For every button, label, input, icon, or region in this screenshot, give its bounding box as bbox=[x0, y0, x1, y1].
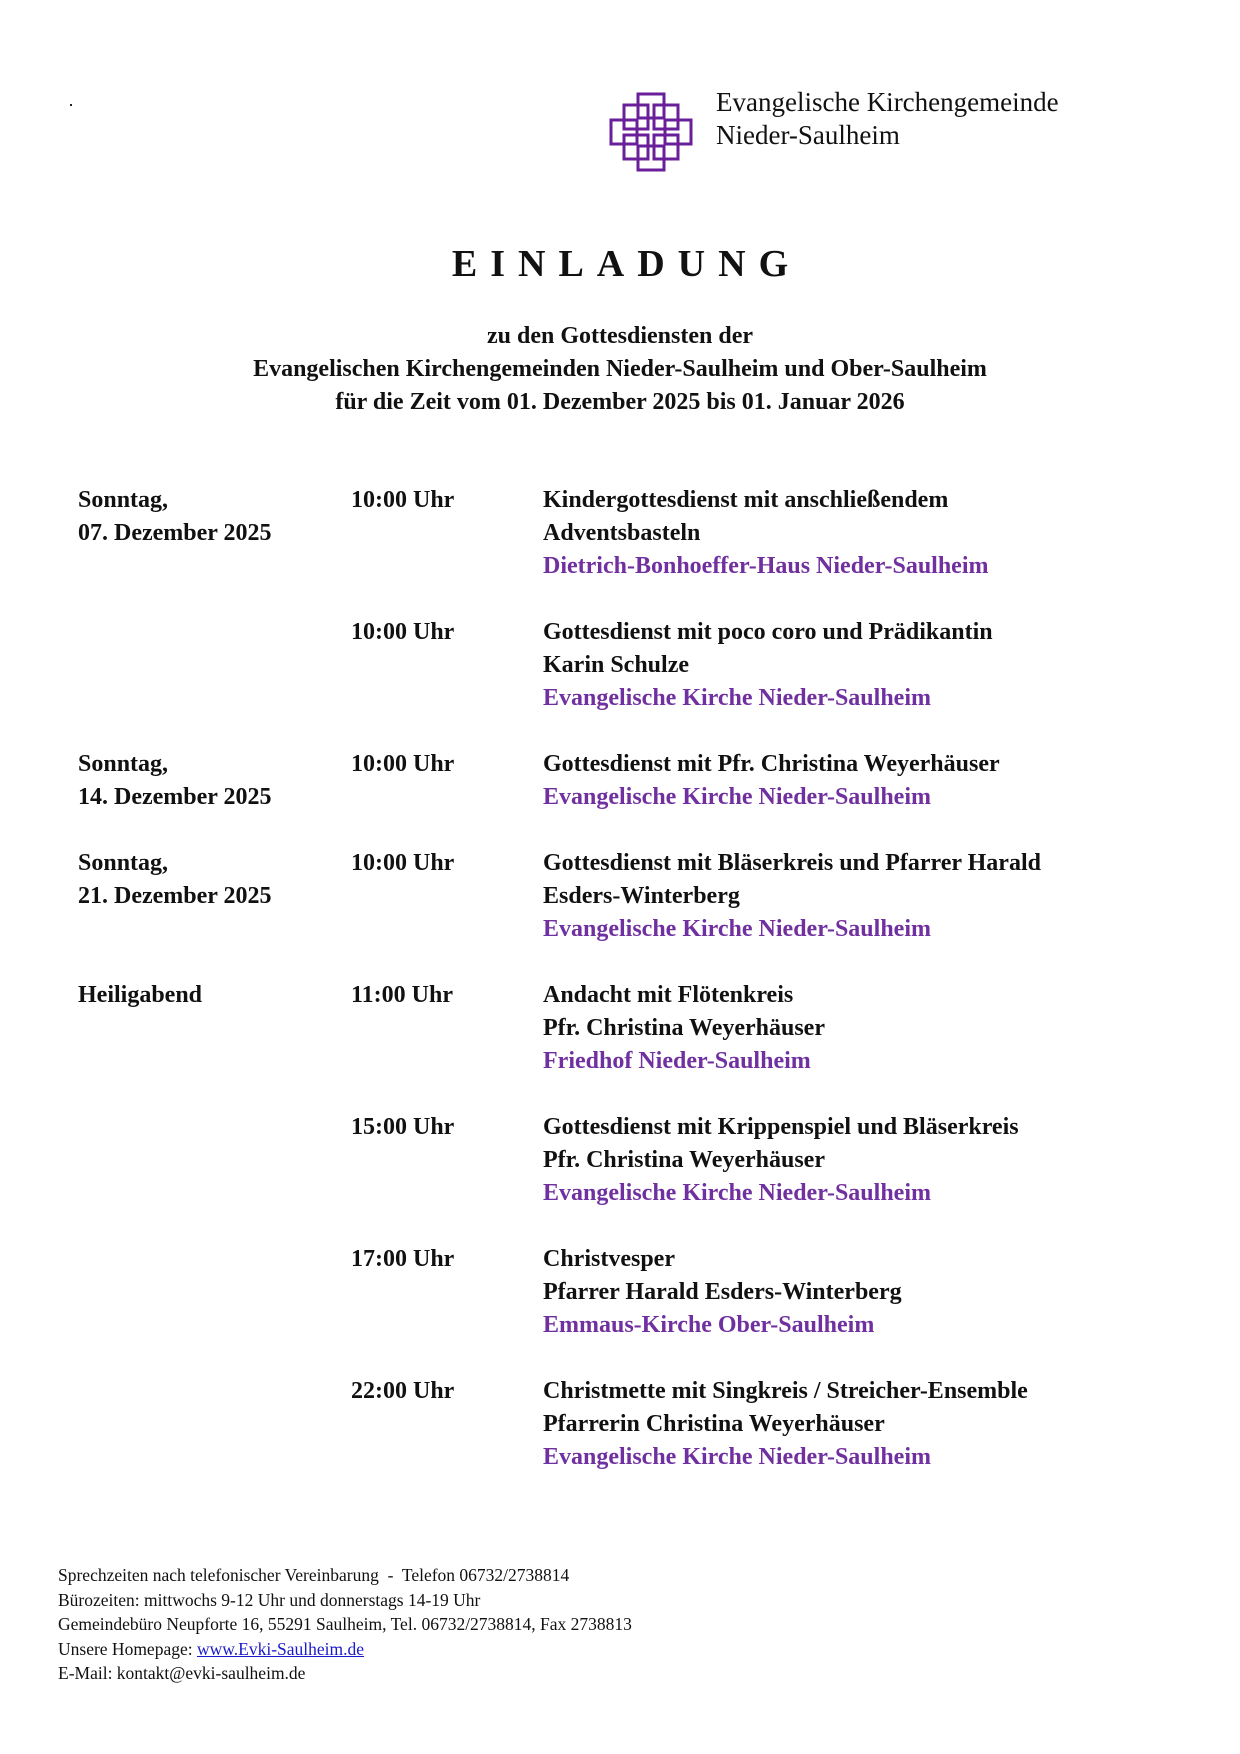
org-name-line1: Evangelische Kirchengemeinde bbox=[716, 87, 1059, 117]
service-time: 10:00 Uhr bbox=[351, 751, 455, 777]
service-location: Emmaus-Kirche Ober-Saulheim bbox=[543, 1312, 875, 1338]
service-location: Evangelische Kirche Nieder-Saulheim bbox=[543, 685, 931, 711]
service-time: 10:00 Uhr bbox=[351, 850, 455, 876]
service-day: Sonntag, bbox=[78, 850, 169, 876]
service-date bbox=[78, 484, 338, 550]
footer-office-times: Bürozeiten: mittwochs 9-12 Uhr und donnerstags 14-19 Uhr bbox=[58, 1589, 481, 1610]
service-time: 17:00 Uhr bbox=[351, 1246, 455, 1272]
subtitle-line2: Evangelischen Kirchengemeinden Nieder-Saulheim und Ober-Saulheim bbox=[253, 356, 987, 382]
footer-email: E-Mail: kontakt@evki-saulheim.de bbox=[58, 1663, 306, 1683]
service-day: Heiligabend bbox=[78, 982, 203, 1008]
homepage-link[interactable]: www.Evki-Saulheim.de bbox=[196, 1638, 365, 1659]
service-location: Evangelische Kirche Nieder-Saulheim bbox=[543, 784, 931, 810]
org-name-line2: Nieder-Saulheim bbox=[716, 120, 900, 150]
description-line: Kindergottesdienst mit anschließendem bbox=[543, 487, 949, 513]
service-time: 10:00 Uhr bbox=[351, 487, 455, 513]
description-line: Esders-Winterberg bbox=[543, 883, 740, 909]
service-description bbox=[543, 1375, 1223, 1474]
schedule-row bbox=[0, 847, 1240, 946]
description-line: Andacht mit Flötenkreis bbox=[543, 982, 794, 1008]
service-date-text: 14. Dezember 2025 bbox=[78, 784, 272, 810]
service-location: Evangelische Kirche Nieder-Saulheim bbox=[543, 1444, 931, 1470]
service-date bbox=[78, 847, 338, 913]
description-line: Christmette mit Singkreis / Streicher-Ensemble bbox=[543, 1378, 1028, 1404]
schedule-row bbox=[0, 1375, 1240, 1474]
schedule-row bbox=[0, 979, 1240, 1078]
description-line: Karin Schulze bbox=[543, 652, 690, 678]
subtitle bbox=[0, 320, 1240, 419]
service-date bbox=[78, 748, 338, 814]
description-line: Pfarrerin Christina Weyerhäuser bbox=[543, 1411, 885, 1437]
description-line: Gottesdienst mit Pfr. Christina Weyerhäuser bbox=[543, 751, 1000, 777]
service-date-text: 21. Dezember 2025 bbox=[78, 883, 272, 909]
stray-dot bbox=[70, 104, 72, 106]
description-line: Adventsbasteln bbox=[543, 520, 701, 546]
service-time: 15:00 Uhr bbox=[351, 1114, 455, 1140]
footer-office-hours-phone: Sprechzeiten nach telefonischer Vereinbarung - Telefon 06732/2738814 bbox=[58, 1565, 570, 1585]
service-day: Sonntag, bbox=[78, 487, 169, 513]
church-cross-logo-icon bbox=[609, 92, 693, 172]
description-line: Gottesdienst mit Bläserkreis und Pfarrer Harald bbox=[543, 850, 1041, 876]
service-date-text: 07. Dezember 2025 bbox=[78, 520, 272, 546]
footer-address: Gemeindebüro Neupforte 16, 55291 Saulheim, Tel. 06732/2738814, Fax 2738813 bbox=[58, 1614, 632, 1634]
service-description bbox=[543, 484, 1223, 583]
service-location: Dietrich-Bonhoeffer-Haus Nieder-Saulheim bbox=[543, 553, 989, 579]
footer-homepage bbox=[58, 1637, 632, 1662]
service-time: 22:00 Uhr bbox=[351, 1378, 455, 1404]
service-description bbox=[543, 979, 1223, 1078]
service-description bbox=[543, 748, 1223, 814]
organization-name bbox=[716, 86, 1059, 152]
description-line: Gottesdienst mit Krippenspiel und Bläserkreis bbox=[543, 1114, 1019, 1140]
service-description bbox=[543, 1111, 1223, 1210]
service-time: 10:00 Uhr bbox=[351, 619, 455, 645]
subtitle-line3: für die Zeit vom 01. Dezember 2025 bis 01. Januar 2026 bbox=[335, 389, 905, 415]
service-description bbox=[543, 1243, 1223, 1342]
description-line: Pfr. Christina Weyerhäuser bbox=[543, 1015, 825, 1041]
service-description bbox=[543, 616, 1223, 715]
service-location: Friedhof Nieder-Saulheim bbox=[543, 1048, 811, 1074]
contact-footer bbox=[58, 1563, 632, 1686]
service-schedule bbox=[0, 484, 1240, 1507]
service-time: 11:00 Uhr bbox=[351, 982, 453, 1008]
service-location: Evangelische Kirche Nieder-Saulheim bbox=[543, 916, 931, 942]
homepage-label: Unsere Homepage: bbox=[58, 1638, 197, 1659]
schedule-row bbox=[0, 748, 1240, 814]
subtitle-line1: zu den Gottesdiensten der bbox=[487, 323, 753, 349]
description-line: Pfr. Christina Weyerhäuser bbox=[543, 1147, 825, 1173]
description-line: Christvesper bbox=[543, 1246, 675, 1272]
schedule-row bbox=[0, 616, 1240, 715]
page-title: EINLADUNG bbox=[451, 243, 802, 285]
description-line: Gottesdienst mit poco coro und Prädikantin bbox=[543, 619, 993, 645]
service-day: Sonntag, bbox=[78, 751, 169, 777]
service-date bbox=[78, 979, 338, 1012]
schedule-row bbox=[0, 1111, 1240, 1210]
service-location: Evangelische Kirche Nieder-Saulheim bbox=[543, 1180, 931, 1206]
schedule-row bbox=[0, 484, 1240, 583]
schedule-row bbox=[0, 1243, 1240, 1342]
service-description bbox=[543, 847, 1223, 946]
description-line: Pfarrer Harald Esders-Winterberg bbox=[543, 1279, 902, 1305]
